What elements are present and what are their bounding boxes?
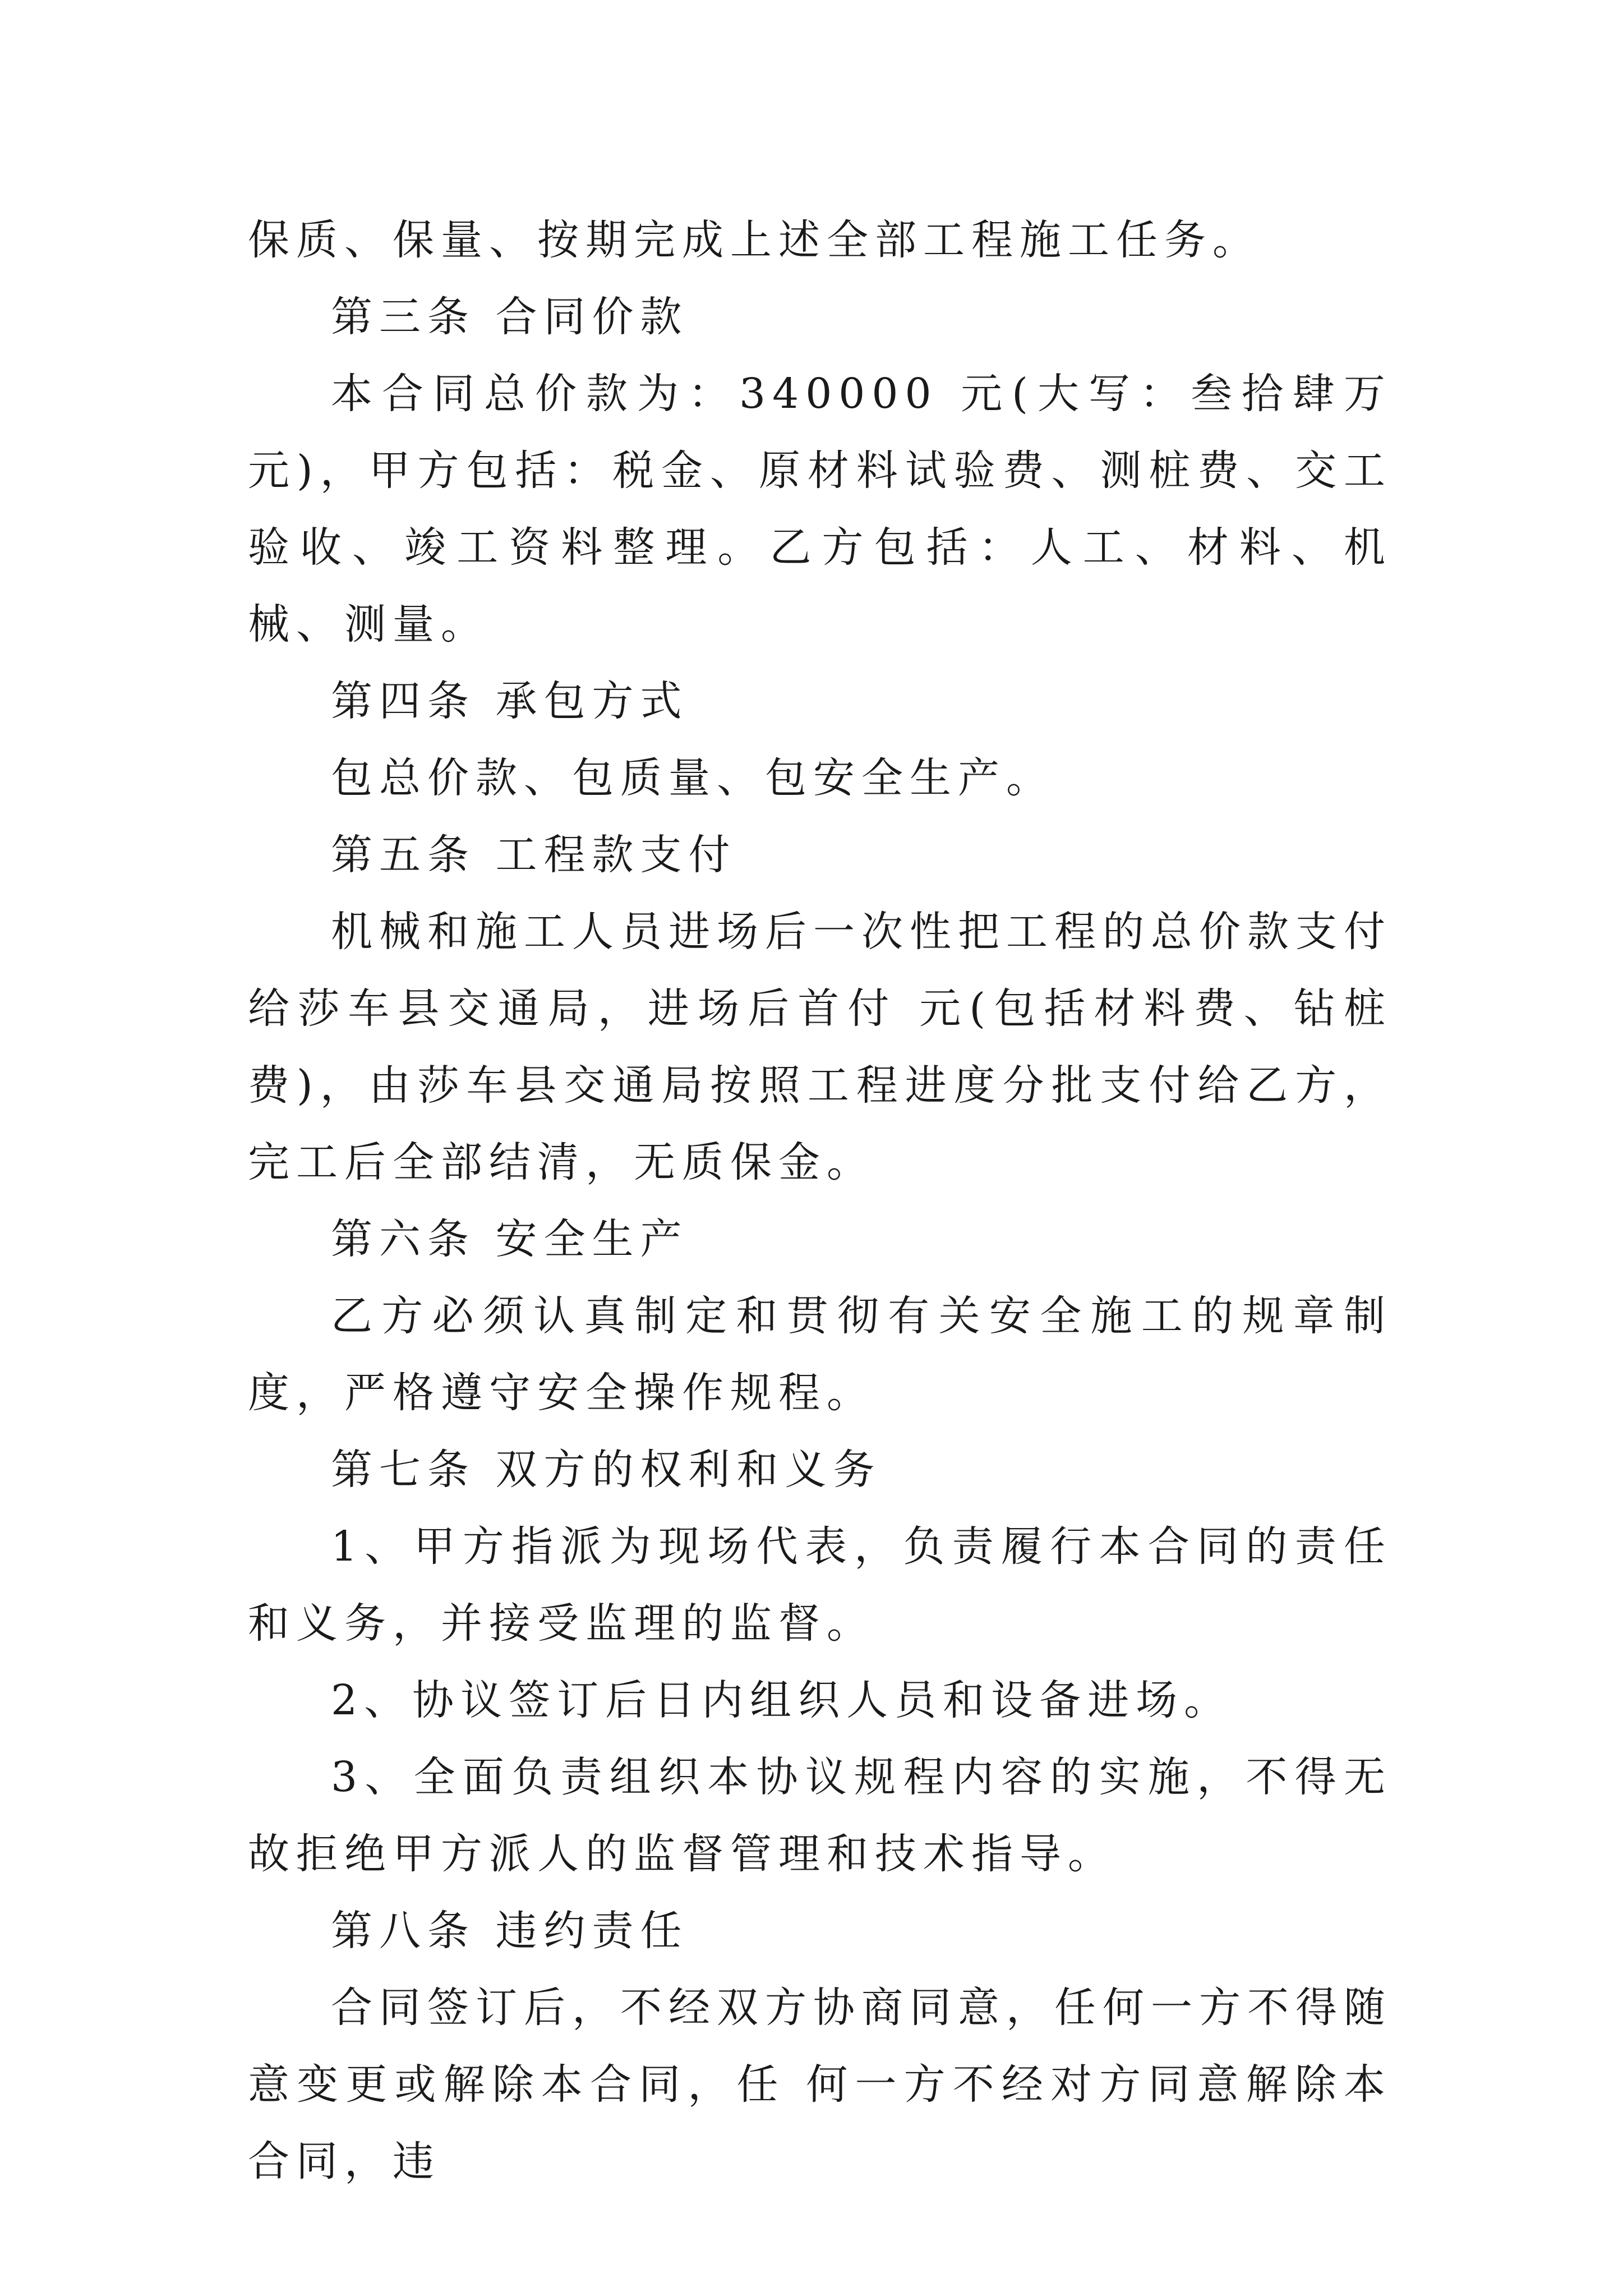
contract-text xyxy=(248,202,1392,2200)
article-4-body: 包总价款、包质量、包安全生产。 xyxy=(331,754,1054,802)
article-7-item-1: 1、甲方指派为现场代表，负责履行本合同的责任和义务，并接受监理的监督。 xyxy=(248,1522,1392,1648)
article-7-item-2: 2、协议签订后日内组织人员和设备进场。 xyxy=(331,1676,1233,1724)
article-6-heading: 第六条 安全生产 xyxy=(331,1215,689,1263)
article-7-heading: 第七条 双方的权利和义务 xyxy=(331,1446,882,1494)
article-6-body: 乙方必须认真制定和贯彻有关安全施工的规章制度，严格遵守安全操作规程。 xyxy=(248,1292,1392,1417)
article-5-body: 机械和施工人员进场后一次性把工程的总价款支付给莎车县交通局，进场后首付 元(包括材料费、钻桩费)，由莎车县交通局按照工程进度分批支付给乙方，完工后全部结清，无质保金。 xyxy=(248,908,1392,1186)
article-5-heading: 第五条 工程款支付 xyxy=(331,831,737,879)
article-4-heading: 第四条 承包方式 xyxy=(331,677,689,725)
article-8-heading: 第八条 违约责任 xyxy=(331,1907,689,1955)
article-3-body: 本合同总价款为：340000 元(大写：叁拾肆万元)，甲方包括：税金、原材料试验费、测桩费、交工验收、竣工资料整理。乙方包括：人工、材料、机械、测量。 xyxy=(248,370,1392,648)
article-3-heading: 第三条 合同价款 xyxy=(331,293,689,341)
article-7-item-3: 3、全面负责组织本协议规程内容的实施，不得无故拒绝甲方派人的监督管理和技术指导。 xyxy=(248,1753,1392,1878)
article-8-body: 合同签订后，不经双方协商同意，任何一方不得随意变更或解除本合同，任 何一方不经对方同意解除本合同，违 xyxy=(248,1984,1392,2185)
paragraph-continuation: 保质、保量、按期完成上述全部工程施工任务。 xyxy=(248,216,1261,264)
